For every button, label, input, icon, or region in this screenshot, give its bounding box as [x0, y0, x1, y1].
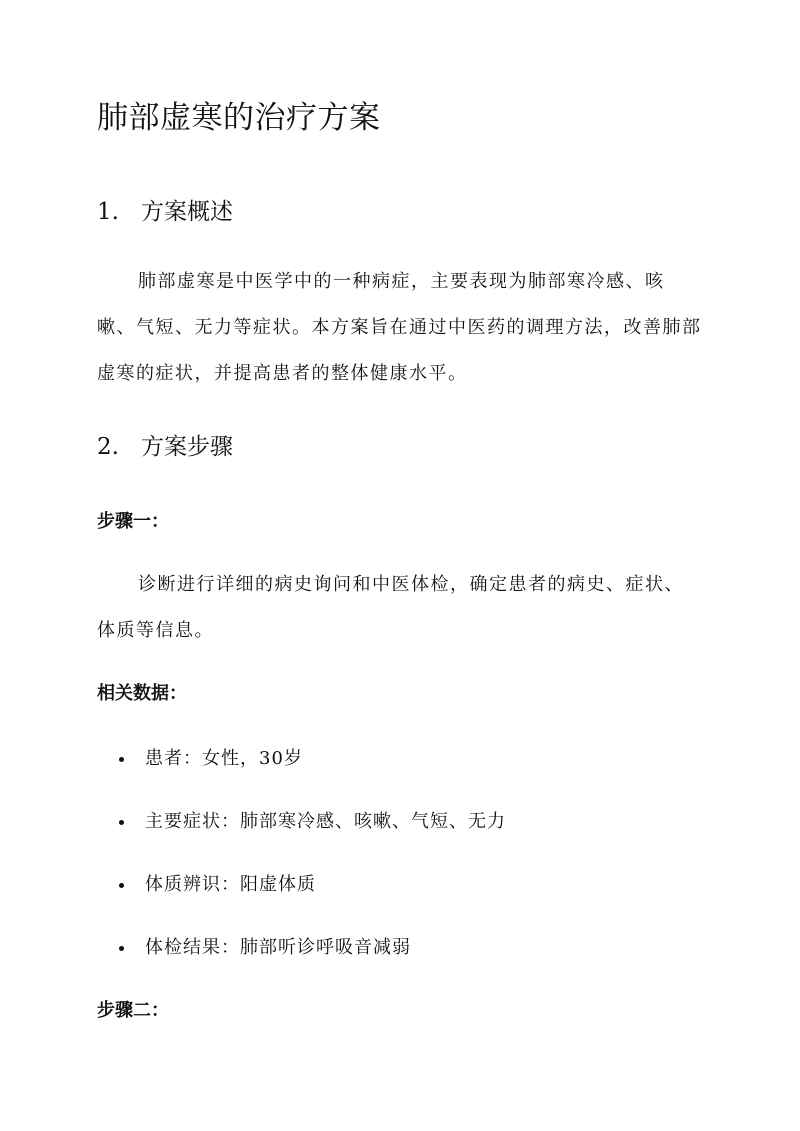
list-item [97, 931, 703, 994]
section-number: 2. [97, 434, 119, 460]
bullet-icon [119, 883, 124, 888]
related-data-label: 相关数据： [97, 683, 187, 704]
section-number: 1. [97, 199, 119, 225]
overview-paragraph: 肺部虚寒是中医学中的一种病症，主要表现为肺部寒冷感、咳嗽、气短、无力等症状。本方案旨在通过中医药的调理方法，改善肺部虚寒的症状，并提高患者的整体健康水平。 [97, 271, 702, 384]
bullet-icon [119, 820, 124, 825]
list-item [97, 805, 703, 868]
step-two-label: 步骤二： [97, 1000, 169, 1021]
section-heading-overview [97, 196, 233, 228]
step-one-description: 诊断进行详细的病史询问和中医体检，确定患者的病史、症状、体质等信息。 [97, 574, 684, 641]
step-one-label: 步骤一： [97, 511, 169, 532]
list-item-text: 患者：女性，30岁 [145, 748, 303, 769]
document-title: 肺部虚寒的治疗方案 [97, 100, 381, 136]
related-data-list [97, 742, 703, 994]
list-item-text: 体质辨识：阳虚体质 [145, 874, 316, 895]
section-heading-steps [97, 431, 233, 463]
list-item-text: 主要症状：肺部寒冷感、咳嗽、气短、无力 [145, 811, 506, 832]
bullet-icon [119, 946, 124, 951]
list-item [97, 868, 703, 931]
section-title: 方案步骤 [141, 434, 233, 460]
list-item [97, 742, 703, 805]
bullet-icon [119, 757, 124, 762]
section-title: 方案概述 [141, 199, 233, 225]
list-item-text: 体检结果：肺部听诊呼吸音减弱 [145, 937, 411, 958]
